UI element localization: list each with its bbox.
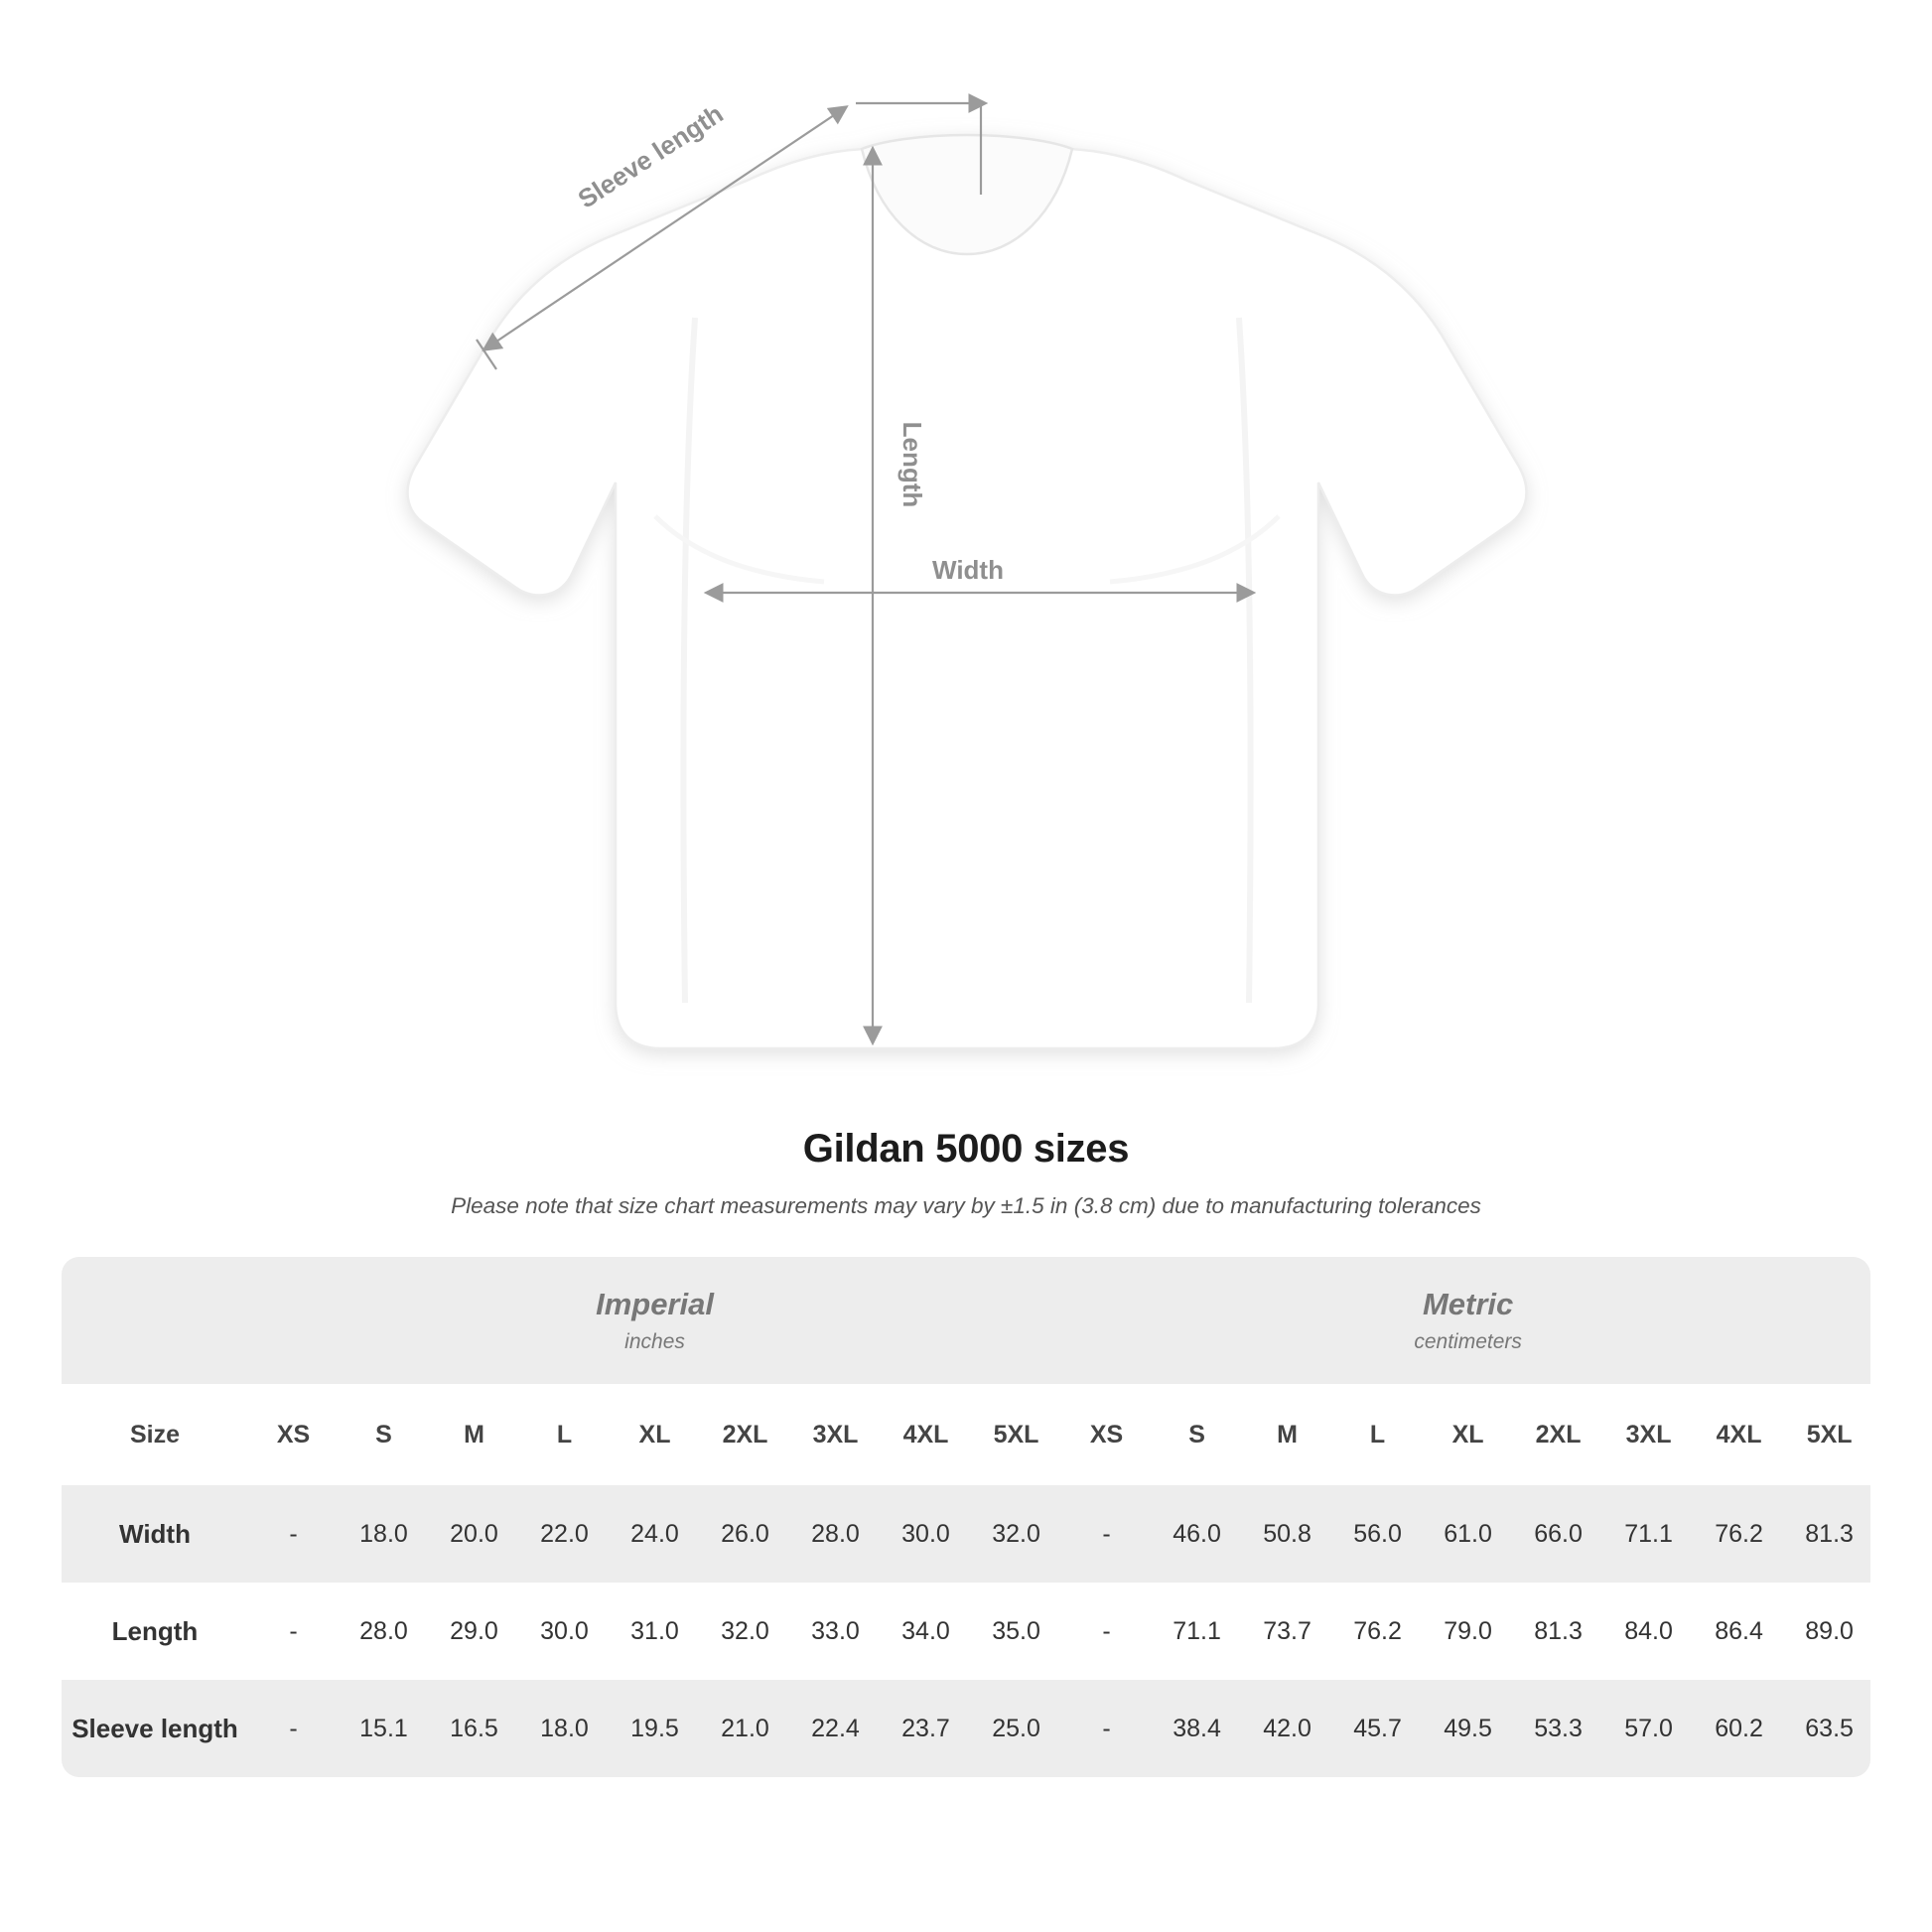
unit-header-imperial bbox=[248, 1257, 1061, 1384]
size-table-wrapper bbox=[62, 1257, 1870, 1777]
cell-sleeve-imperial-2xl: 21.0 bbox=[700, 1680, 790, 1777]
row-label-sleeve-length: Sleeve length bbox=[62, 1680, 248, 1777]
cell-length-imperial-5xl: 35.0 bbox=[971, 1583, 1061, 1680]
header-metric-xl: XL bbox=[1423, 1384, 1513, 1485]
cell-width-metric-4xl: 76.2 bbox=[1694, 1485, 1784, 1583]
header-imperial-2xl: 2XL bbox=[700, 1384, 790, 1485]
cell-width-metric-2xl: 66.0 bbox=[1513, 1485, 1603, 1583]
header-metric-2xl: 2XL bbox=[1513, 1384, 1603, 1485]
cell-sleeve-metric-s: 38.4 bbox=[1152, 1680, 1242, 1777]
cell-length-metric-l: 76.2 bbox=[1332, 1583, 1423, 1680]
size-header-row bbox=[62, 1384, 1870, 1485]
header-imperial-4xl: 4XL bbox=[881, 1384, 971, 1485]
unit-sub-imperial: inches bbox=[624, 1330, 685, 1353]
cell-width-imperial-xs: - bbox=[248, 1485, 339, 1583]
header-imperial-5xl: 5XL bbox=[971, 1384, 1061, 1485]
cell-sleeve-imperial-xs: - bbox=[248, 1680, 339, 1777]
header-imperial-l: L bbox=[519, 1384, 610, 1485]
cell-length-metric-m: 73.7 bbox=[1242, 1583, 1332, 1680]
header-metric-s: S bbox=[1152, 1384, 1242, 1485]
cell-sleeve-metric-4xl: 60.2 bbox=[1694, 1680, 1784, 1777]
header-imperial-m: M bbox=[429, 1384, 519, 1485]
cell-sleeve-metric-l: 45.7 bbox=[1332, 1680, 1423, 1777]
header-metric-5xl: 5XL bbox=[1784, 1384, 1870, 1485]
header-imperial-s: S bbox=[339, 1384, 429, 1485]
cell-length-metric-2xl: 81.3 bbox=[1513, 1583, 1603, 1680]
header-metric-4xl: 4XL bbox=[1694, 1384, 1784, 1485]
cell-length-imperial-2xl: 32.0 bbox=[700, 1583, 790, 1680]
cell-length-imperial-3xl: 33.0 bbox=[790, 1583, 881, 1680]
sleeve-length-label: Sleeve length bbox=[572, 98, 729, 214]
cell-sleeve-imperial-xl: 19.5 bbox=[610, 1680, 700, 1777]
cell-length-metric-s: 71.1 bbox=[1152, 1583, 1242, 1680]
cell-width-imperial-2xl: 26.0 bbox=[700, 1485, 790, 1583]
cell-width-metric-xs: - bbox=[1061, 1485, 1152, 1583]
cell-sleeve-imperial-5xl: 25.0 bbox=[971, 1680, 1061, 1777]
cell-sleeve-imperial-l: 18.0 bbox=[519, 1680, 610, 1777]
header-size-label: Size bbox=[62, 1384, 248, 1485]
cell-length-imperial-s: 28.0 bbox=[339, 1583, 429, 1680]
table-row bbox=[62, 1680, 1870, 1777]
cell-sleeve-metric-xs: - bbox=[1061, 1680, 1152, 1777]
table-row bbox=[62, 1583, 1870, 1680]
cell-sleeve-metric-2xl: 53.3 bbox=[1513, 1680, 1603, 1777]
cell-length-metric-xl: 79.0 bbox=[1423, 1583, 1513, 1680]
unit-header-row bbox=[62, 1257, 1870, 1384]
tolerance-note: Please note that size chart measurements may vary by ±1.5 in (3.8 cm) due to manufacturing tolerances bbox=[451, 1193, 1481, 1218]
cell-width-imperial-l: 22.0 bbox=[519, 1485, 610, 1583]
cell-width-metric-m: 50.8 bbox=[1242, 1485, 1332, 1583]
header-imperial-xs: XS bbox=[248, 1384, 339, 1485]
cell-length-imperial-m: 29.0 bbox=[429, 1583, 519, 1680]
cell-sleeve-metric-m: 42.0 bbox=[1242, 1680, 1332, 1777]
row-label-length: Length bbox=[62, 1583, 248, 1680]
table-row bbox=[62, 1485, 1870, 1583]
unit-name-imperial: Imperial bbox=[596, 1287, 714, 1321]
unit-header-metric bbox=[1061, 1257, 1870, 1384]
header-metric-3xl: 3XL bbox=[1603, 1384, 1694, 1485]
cell-sleeve-imperial-m: 16.5 bbox=[429, 1680, 519, 1777]
width-label: Width bbox=[932, 555, 1004, 585]
cell-length-imperial-xl: 31.0 bbox=[610, 1583, 700, 1680]
cell-length-imperial-4xl: 34.0 bbox=[881, 1583, 971, 1680]
cell-length-metric-3xl: 84.0 bbox=[1603, 1583, 1694, 1680]
cell-width-metric-xl: 61.0 bbox=[1423, 1485, 1513, 1583]
cell-length-imperial-xs: - bbox=[248, 1583, 339, 1680]
header-metric-l: L bbox=[1332, 1384, 1423, 1485]
page-title: Gildan 5000 sizes bbox=[802, 1127, 1130, 1171]
header-imperial-3xl: 3XL bbox=[790, 1384, 881, 1485]
cell-sleeve-metric-5xl: 63.5 bbox=[1784, 1680, 1870, 1777]
unit-name-metric: Metric bbox=[1422, 1287, 1514, 1321]
unit-header-spacer bbox=[62, 1257, 248, 1384]
cell-length-metric-xs: - bbox=[1061, 1583, 1152, 1680]
cell-sleeve-imperial-3xl: 22.4 bbox=[790, 1680, 881, 1777]
cell-width-metric-s: 46.0 bbox=[1152, 1485, 1242, 1583]
header-metric-m: M bbox=[1242, 1384, 1332, 1485]
cell-width-imperial-xl: 24.0 bbox=[610, 1485, 700, 1583]
cell-sleeve-imperial-s: 15.1 bbox=[339, 1680, 429, 1777]
cell-width-metric-3xl: 71.1 bbox=[1603, 1485, 1694, 1583]
header-imperial-xl: XL bbox=[610, 1384, 700, 1485]
cell-width-imperial-4xl: 30.0 bbox=[881, 1485, 971, 1583]
cell-width-metric-l: 56.0 bbox=[1332, 1485, 1423, 1583]
length-label: Length bbox=[897, 421, 927, 508]
row-label-width: Width bbox=[62, 1485, 248, 1583]
cell-width-metric-5xl: 81.3 bbox=[1784, 1485, 1870, 1583]
cell-width-imperial-3xl: 28.0 bbox=[790, 1485, 881, 1583]
cell-width-imperial-5xl: 32.0 bbox=[971, 1485, 1061, 1583]
header-metric-xs: XS bbox=[1061, 1384, 1152, 1485]
cell-width-imperial-s: 18.0 bbox=[339, 1485, 429, 1583]
cell-sleeve-metric-xl: 49.5 bbox=[1423, 1680, 1513, 1777]
size-table bbox=[62, 1257, 1870, 1777]
cell-length-metric-5xl: 89.0 bbox=[1784, 1583, 1870, 1680]
cell-sleeve-metric-3xl: 57.0 bbox=[1603, 1680, 1694, 1777]
cell-length-imperial-l: 30.0 bbox=[519, 1583, 610, 1680]
title-block bbox=[0, 1127, 1932, 1219]
cell-sleeve-imperial-4xl: 23.7 bbox=[881, 1680, 971, 1777]
cell-length-metric-4xl: 86.4 bbox=[1694, 1583, 1784, 1680]
cell-width-imperial-m: 20.0 bbox=[429, 1485, 519, 1583]
unit-sub-metric: centimeters bbox=[1414, 1330, 1522, 1353]
